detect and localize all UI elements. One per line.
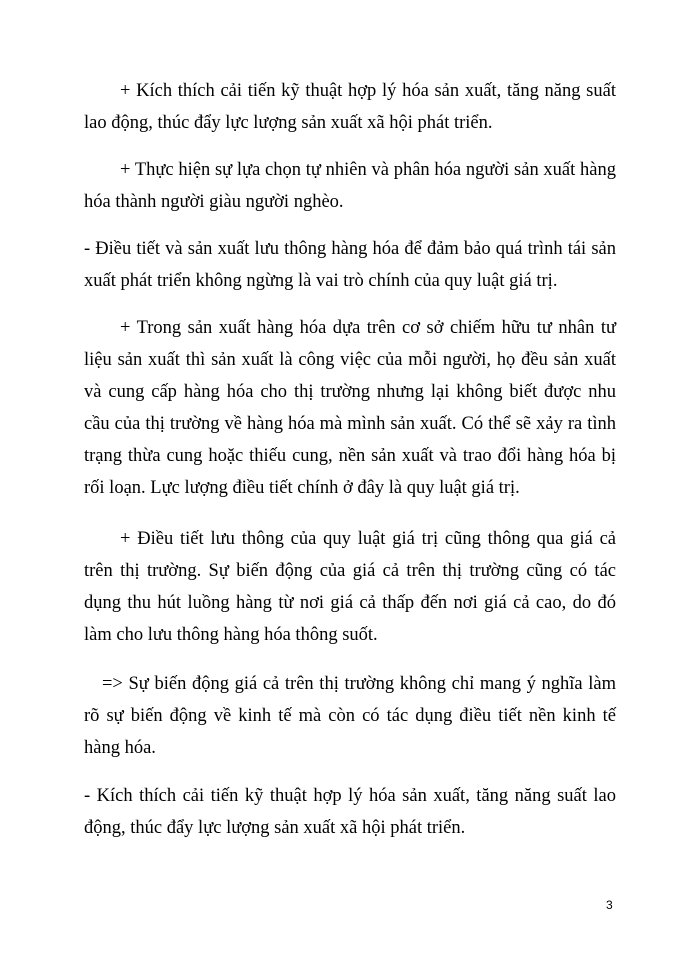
paragraph-2: + Thực hiện sự lựa chọn tự nhiên và phân hóa người sản xuất hàng hóa thành người giàu người nghèo. [84,160,616,212]
paragraph-4: + Trong sản xuất hàng hóa dựa trên cơ sở chiếm hữu tư nhân tư liệu sản xuất thì sản xuất là công việc của mỗi người, họ đều sản xuất và cung cấp hàng hóa cho thị trường nhưng lại không biết được nhu cầu của thị trường về hàng hóa mà mình sản xuất. Có thể sẽ xảy ra tình trạng thừa cung hoặc thiếu cung, nền sản xuất và trao đổi hàng hóa bị rối loạn. Lực lượng điều tiết chính ở đây là quy luật giá trị. [84,318,616,498]
paragraph-5: + Điều tiết lưu thông của quy luật giá trị cũng thông qua giá cả trên thị trường. Sự biến động của giá cả trên thị trường cũng có tác dụng thu hút luồng hàng từ nơi giá cả thấp đến nơi giá cả cao, do đó làm cho lưu thông hàng hóa thông suốt. [84,529,616,645]
paragraph-1: + Kích thích cải tiến kỹ thuật hợp lý hóa sản xuất, tăng năng suất lao động, thúc đẩy lực lượng sản xuất xã hội phát triển. [84,81,616,133]
paragraph-3: - Điều tiết và sản xuất lưu thông hàng hóa để đảm bảo quá trình tái sản xuất phát triển không ngừng là vai trò chính của quy luật giá trị. [84,239,616,291]
paragraph-6: => Sự biến động giá cả trên thị trường không chỉ mang ý nghĩa làm rõ sự biến động về kinh tế mà còn có tác dụng điều tiết nền kinh tế hàng hóa. [84,674,616,758]
paragraph-7: - Kích thích cải tiến kỹ thuật hợp lý hóa sản xuất, tăng năng suất lao động, thúc đẩy lực lượng sản xuất xã hội phát triển. [84,786,616,838]
page-number: 3 [606,898,613,912]
